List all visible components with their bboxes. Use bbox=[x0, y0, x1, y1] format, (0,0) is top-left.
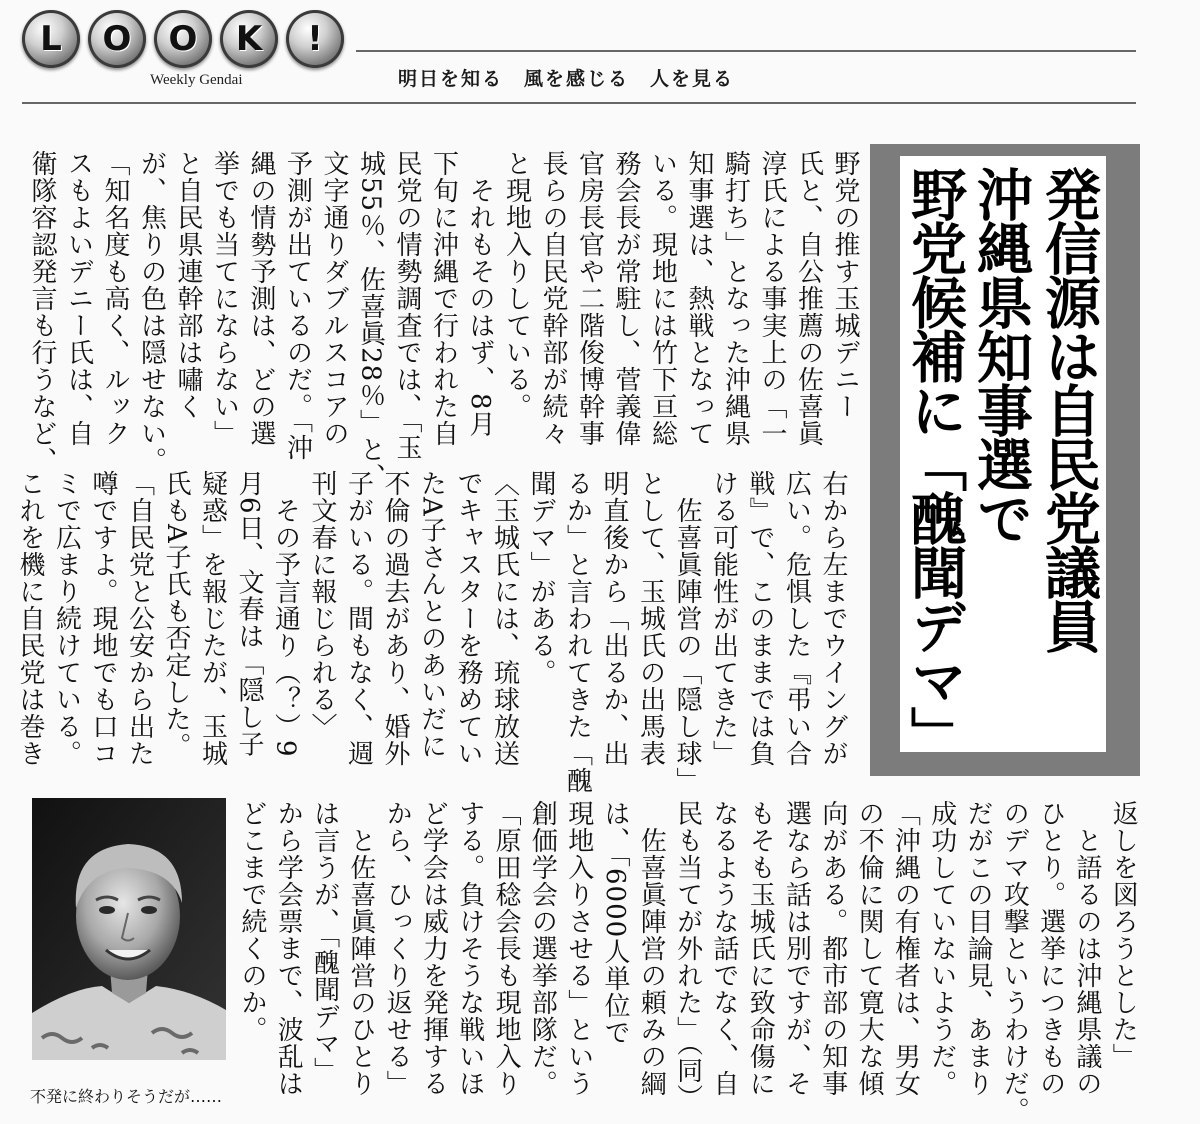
text-column: 返しを図ろうとした」 bbox=[1108, 800, 1139, 1070]
text-column: のデマ攻撃というわけだ。 bbox=[999, 800, 1030, 1124]
photo-caption: 不発に終わりそうだが…… bbox=[30, 1087, 223, 1106]
text-column: るか」と言われてきた「醜 bbox=[562, 470, 593, 794]
text-column: 務会長が常駐し、菅義偉 bbox=[611, 150, 641, 447]
text-column: その予言通り（？）9 bbox=[270, 470, 301, 758]
text-column: どこまで続くのか。 bbox=[237, 800, 267, 1043]
text-column: 官房長官や二階俊博幹事 bbox=[574, 150, 605, 447]
text-column: と語るのは沖縄県議の bbox=[1071, 800, 1102, 1097]
text-column: 知事選は、熱戦となって bbox=[684, 150, 714, 447]
text-column: から、ひっくり返せる」 bbox=[382, 800, 413, 1097]
text-column: 月6日、文春は「隠し子 bbox=[234, 470, 264, 758]
brand-name: Weekly Gendai bbox=[150, 72, 243, 88]
text-column: 民党の情勢調査では、「玉 bbox=[392, 150, 422, 461]
text-column: 子がいる。間もなく、週 bbox=[343, 470, 374, 767]
text-column: 「原田稔会長も現地入り bbox=[491, 800, 522, 1097]
text-column: 成功していないようだ。 bbox=[926, 800, 957, 1097]
text-column: 野党の推す玉城デニー bbox=[830, 150, 860, 420]
text-column: と佐喜眞陣営のひとり bbox=[345, 800, 376, 1097]
headline-line: 野党候補に「醜聞デマ」 bbox=[902, 166, 967, 760]
text-column: 〈玉城氏には、琉球放送 bbox=[489, 470, 520, 767]
text-column: 疑惑」を報じたが、玉城 bbox=[197, 470, 228, 767]
text-column: 衛隊容認発言も行うなど、 bbox=[27, 150, 57, 474]
logo-letter: K bbox=[220, 10, 278, 68]
text-column: 淳氏による事実上の「一 bbox=[757, 150, 787, 447]
masthead bbox=[0, 0, 1200, 110]
text-column: と自民県連幹部は嘯く bbox=[173, 150, 203, 420]
text-column: ひとり。選挙につきもの bbox=[1035, 800, 1066, 1097]
text-column: 戦』で、このままでは負 bbox=[745, 470, 775, 767]
headline-line: 沖縄県知事選で bbox=[968, 166, 1033, 544]
text-column: 挙でも当てにならない」 bbox=[209, 150, 240, 447]
text-column: 選なら話は別ですが、そ bbox=[781, 800, 812, 1097]
text-column: 向がある。都市部の知事 bbox=[817, 800, 848, 1097]
portrait-image bbox=[32, 798, 226, 1060]
tagline: 明日を知る 風を感じる 人を見る bbox=[398, 68, 735, 90]
text-column: 佐喜眞陣営の頼みの綱 bbox=[636, 800, 667, 1097]
text-column: それもそのはず、8月 bbox=[465, 150, 495, 438]
candidate-photo bbox=[32, 798, 226, 1060]
text-column: 文字通りダブルスコアの bbox=[319, 150, 349, 447]
text-column: 予測が出ているのだ。「沖 bbox=[282, 150, 313, 461]
text-column: これを機に自民党は巻き bbox=[15, 470, 45, 767]
text-column: 刊文春に報じられる〉 bbox=[307, 470, 337, 740]
text-column: ミで広まり続けている。 bbox=[51, 470, 82, 767]
text-column: 右から左までウイングが bbox=[818, 470, 848, 767]
text-column: ける可能性が出てきた」 bbox=[708, 470, 739, 767]
text-column: 長らの自民党幹部が続々 bbox=[538, 150, 568, 447]
text-column: 「沖縄の有権者は、男女 bbox=[890, 800, 921, 1097]
header-divider bbox=[22, 102, 1136, 104]
text-column: 民も当てが外れた」（同） bbox=[672, 800, 703, 1111]
text-column: 氏もA子氏も否定した。 bbox=[161, 470, 191, 760]
text-column: 騎打ち」となった沖縄県 bbox=[720, 150, 751, 447]
text-column: 広い。危惧した『弔い合 bbox=[781, 470, 812, 767]
text-column: 「知名度も高く、ルック bbox=[100, 150, 130, 447]
logo-letter: O bbox=[154, 10, 212, 68]
text-column: 聞デマ」がある。 bbox=[526, 470, 556, 686]
text-column: 創価学会の選挙部隊だ。 bbox=[527, 800, 558, 1097]
text-column: ど学会は威力を発揮する bbox=[418, 800, 449, 1097]
text-column: する。負けそうな戦いほ bbox=[454, 800, 485, 1097]
text-column: 縄の情勢予測は、どの選 bbox=[246, 150, 276, 447]
text-column: なるような話でなく、自 bbox=[708, 800, 739, 1097]
text-column: もそも玉城氏に致命傷に bbox=[745, 800, 776, 1097]
text-column: 明直後から「出るか、出 bbox=[599, 470, 629, 767]
text-column: は言うが、「醜聞デマ」 bbox=[309, 800, 340, 1084]
text-column: 城55％、佐喜眞28％」と、 bbox=[355, 150, 386, 491]
text-column: 佐喜眞陣営の「隠し球」 bbox=[672, 470, 702, 794]
text-column: 現地入りさせる」という bbox=[563, 800, 594, 1097]
logo-letter: O bbox=[88, 10, 146, 68]
logo-letter: L bbox=[22, 10, 80, 68]
text-column: でキャスターを務めてい bbox=[453, 470, 483, 767]
text-column: 下旬に沖縄で行われた自 bbox=[428, 150, 459, 447]
text-column: は、「6000人単位で bbox=[600, 800, 630, 1047]
text-column: として、玉城氏の出馬表 bbox=[635, 470, 666, 767]
text-column: いる。現地には竹下亘総 bbox=[647, 150, 678, 447]
text-column: の不倫に関して寛大な傾 bbox=[854, 800, 885, 1097]
text-column: たA子さんとのあいだに bbox=[416, 470, 447, 760]
text-column: だがこの目論見、あまり bbox=[963, 800, 993, 1097]
text-column: 不倫の過去があり、婚外 bbox=[380, 470, 410, 767]
headline-line: 発信源は自民党議員 bbox=[1036, 166, 1101, 652]
headline-panel bbox=[900, 156, 1106, 760]
text-column: 噂ですよ。現地でも口コ bbox=[88, 470, 118, 767]
logo-letter: ! bbox=[286, 10, 344, 68]
text-column: が、焦りの色は隠せない。 bbox=[136, 150, 167, 474]
text-column: と現地入りしている。 bbox=[501, 150, 532, 420]
header-rule bbox=[356, 50, 1136, 52]
text-column: スもよいデニー氏は、自 bbox=[63, 150, 94, 447]
text-column: から学会票まで、波乱は bbox=[273, 800, 304, 1097]
headline-box bbox=[870, 144, 1140, 776]
text-column: 「自民党と公安から出た bbox=[124, 470, 155, 767]
text-column: 氏と、自公推薦の佐喜眞 bbox=[793, 150, 824, 447]
